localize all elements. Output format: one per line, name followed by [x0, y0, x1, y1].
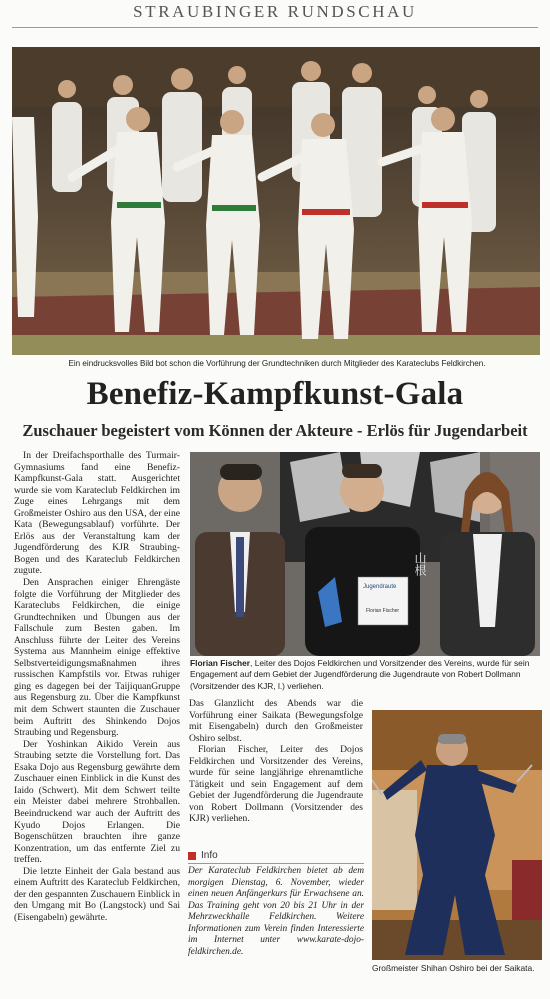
photo-mid-caption	[190, 658, 540, 692]
photo-grandmaster	[372, 710, 542, 960]
article-left-column	[14, 450, 180, 923]
caption-text: , Leiter des Dojos Feldkirchen und Vorsitzender des Vereins, wurde für sein Engagement auf dem Gebiet der Jugendförderung die Jugendraute von Robert Dollmann (Vorsitzender des KJR, l.) verliehen.	[190, 658, 530, 691]
certificate-name: Florian Fischer	[366, 608, 400, 614]
caption-name: Florian Fischer	[190, 658, 251, 668]
info-rule	[188, 863, 364, 864]
masthead: STRAUBINGER RUNDSCHAU	[133, 2, 417, 21]
photo-award-ceremony	[190, 452, 540, 656]
paragraph: Der Yoshinkan Aikido Verein aus Straubing setzte die Vorstellung fort. Das Esaka Dojo aus Regensburg gewährte dem Zuschauer einen Einblick in die Kunst des Iaido (Schwert). Mit dem Schwert teilte ein Meister dabei mehrere Strohballen. Beeindruckend war auch der Auftritt des Kyudo Dojos Erlangen. Die Bogenschützen brauchten ihre ganze Konzentration, um das entfernte Ziel zu treffen.	[14, 738, 180, 866]
paragraph: Florian Fischer, Leiter des Dojos Feldkirchen und Vorsitzender des Vereins, wurde für seine langjährige ehrenamtliche Tätigkeit und sein Engagement auf dem Gebiet der Jugendförderung die Jugendraute von Robert Dollmann (Vorsitzender des KJR) verliehen.	[189, 744, 363, 825]
headline: Benefiz-Kampfkunst-Gala	[86, 376, 464, 412]
paragraph: In der Dreifachsporthalle des Turmair-Gymnasiums fand eine Benefiz-Kampfkunst-Gala statt. Ausgerichtet wurde sie vom Karateclub Feldkirchen im Zuge eines Lehrgangs mit dem Großmeister Oshiro aus den USA, der eine Kata (Bewegungsablauf) vorführte. Der Erlös aus der Veranstaltung kam der Jugendförderung des KJR Straubing-Bogen und des Karateclub Feldkirchen zugute.	[14, 450, 180, 577]
subheadline: Zuschauer begeistert vom Können der Akteure - Erlös für Jugendarbeit	[22, 421, 528, 440]
paragraph: Das Glanzlicht des Abends war die Vorführung einer Saikata (Bewegungsfolge mit Eisengabeln) durch den Großmeister Oshiro selbst.	[189, 698, 363, 744]
article-middle-column	[189, 698, 363, 825]
masthead-rule	[12, 27, 538, 28]
photo-karate-group	[12, 47, 540, 355]
certificate-label: Jugendraute	[363, 584, 397, 590]
photo-top-caption: Ein eindrucksvolles Bild bot schon die Vorführung der Grundtechniken durch Mitglieder des Karateclubs Feldkirchen.	[68, 359, 486, 368]
info-label: Info	[201, 850, 218, 861]
paragraph: Den Ansprachen einiger Ehrengäste folgte die Vorführung der Mitglieder des Karateclubs Feldkirchen, die einige Grundtechniken und Übungen aus der Fallschule zum Besten gaben. Im Anschluss führte der Leiter des Vereins Systema aus Mannheim einige effektive Selbstverteidigungsmaßnahmen ihres russischen Kampfstils vor. Etwas ruhiger ging es dagegen bei der TaijiquanGruppe aus Regensburg zu. Über die Kampfkunst mit dem Schwert staunten die Zuschauer beim Auftritt des Shinkendo Dojos Straubing und Regensburg.	[14, 577, 180, 739]
info-box-header	[188, 850, 218, 861]
info-square-icon	[188, 852, 196, 860]
paragraph: Die letzte Einheit der Gala bestand aus einem Auftritt des Karateclub Feldkirchen, der den gespannten Zuschauern Einblick in den Umgang mit Bo (Langstock) und Sai (Eisengabeln) gewährte.	[14, 865, 180, 923]
banner-kanji: 山根	[413, 552, 427, 576]
photo-bottom-caption: Großmeister Shihan Oshiro bei der Saikata.	[372, 963, 535, 973]
info-box-text: Der Karateclub Feldkirchen bietet ab dem morgigen Dienstag, 6. November, wieder einen neuen Anfängerkurs für Erwachsene an. Das Training geht von 20 bis 21 Uhr in der Mehrzweckhalle Feldkirchen. Weitere Informationen zum Verein finden Interessierte im Internet unter www.karate-dojo-feldkirchen.de.	[188, 866, 364, 957]
